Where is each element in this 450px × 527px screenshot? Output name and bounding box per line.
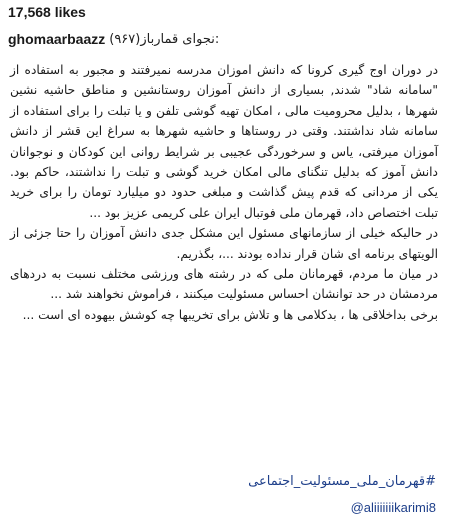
display-name: :نجوای قمارباز(۹۶۷) — [109, 31, 220, 47]
caption-paragraph: در حالیکه خیلی از سازمانهای مسئول این مشکل جدی دانش آموزان را حتا جزئی از الویتهای برنامه ای شان قرار نداده بودند ...، بگذریم. — [10, 226, 438, 261]
caption-paragraph: در دوران اوج گیری کرونا که دانش اموزان مدرسه نمیرفتند و مجبور به استفاده از "سامانه شاد" شدند, بسیاری از دانش آموزان روستانشین و مناطق حاشیه نشین شهرها ، بدلیل محرومیت مالی ، امکان تهیه گوشی تلفن و یا تبلت را برای استفاده از سامانه شاد نداشتند. وقتی در روستاها و حاشیه شهرها به سراغ این قشر از دانش آموزان میرفتی، یاس و سرخوردگی عجیبی بر شرایط روانی این کودکان و نوجوانان دانش آموز که بدلیل تنگنای مالی امکان خرید گوشی و تبلت را نداشتند، حاکم بود. یکی از مردانی که قدم پیش گذاشت و مبلغی حدود دو میلیارد تومان را برای خرید تبلت اختصاص داد، قهرمان ملی فوتبال ایران علی کریمی عزیز بود ... — [10, 63, 438, 220]
mention-link[interactable]: @aliiiiiiikarimi8 — [350, 500, 436, 515]
username[interactable]: ghomaarbaazz — [8, 31, 106, 47]
caption-text — [10, 60, 438, 325]
caption-paragraph: در میان ما مردم، قهرمانان ملی که در رشته های ورزشی مختلف نسبت به دردهای مردمشان در حد توانشان احساس مسئولیت میکنند ، فراموش نخواهند شد ... — [10, 267, 438, 302]
caption-paragraph: برخی بداخلاقی ها ، بدکلامی ها و تلاش برای تخریبها چه کوشش بیهوده ای است ... — [22, 307, 438, 322]
hashtag-link[interactable]: #قهرمان_ملی_مسئولیت_اجتماعی — [248, 474, 436, 489]
caption-header — [8, 28, 440, 50]
likes-count[interactable]: 17,568 likes — [8, 4, 86, 20]
hashtag-row — [10, 472, 436, 492]
